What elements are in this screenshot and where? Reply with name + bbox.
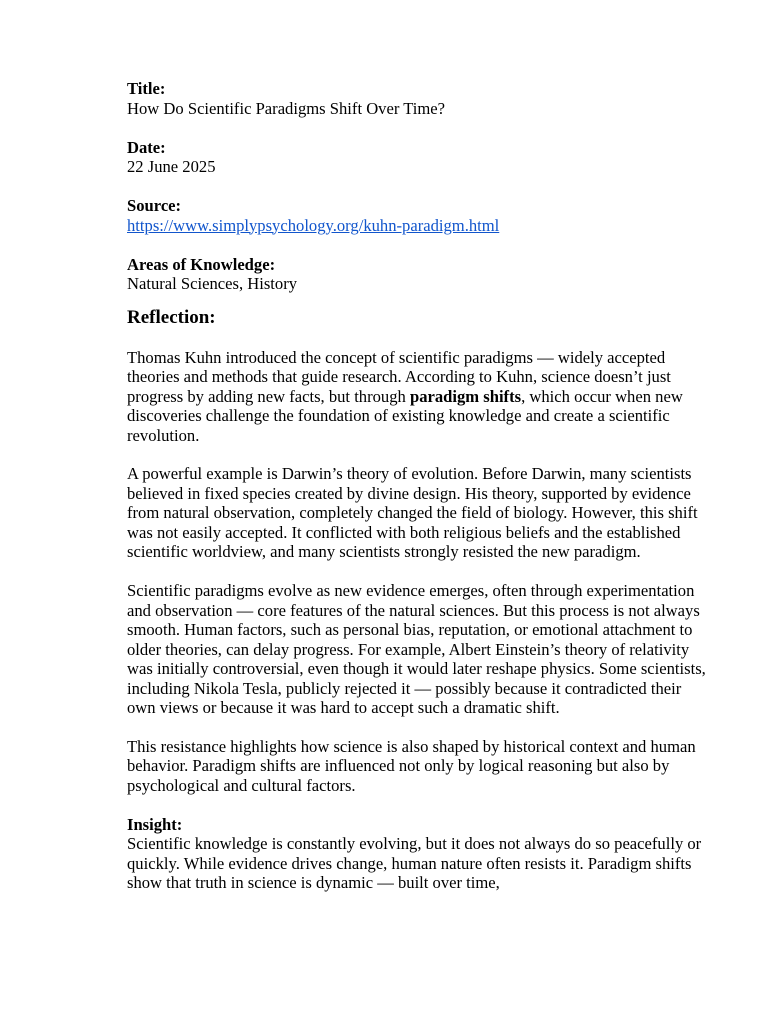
document-page (127, 79, 712, 893)
reflection-paragraph-4: This resistance highlights how science is also shaped by historical context and human behavior. Paradigm shifts are influenced not only by logical reasoning but also by psychological and cultural factors. (127, 736, 696, 795)
insight-label: Insight: (127, 814, 183, 834)
insight-text: Scientific knowledge is constantly evolving, but it does not always do so peacefully or quickly. While evidence drives change, human nature often resists it. Paradigm shifts show that truth in science is dynamic — built over time, (127, 834, 702, 893)
title-value: How Do Scientific Paradigms Shift Over Time? (127, 98, 446, 118)
p1-text-start: Thomas Kuhn introduced the concept of scientific paradigms — widely accepted theories and methods that guide research. According to Kuhn, science doesn’t just progress by adding new facts, but through (127, 347, 671, 406)
areas-label: Areas of Knowledge: (127, 254, 276, 274)
source-label: Source: (127, 196, 182, 215)
areas-value: Natural Sciences, History (127, 274, 298, 293)
reflection-heading: Reflection: (127, 306, 216, 328)
p1-bold-term: paradigm shifts (409, 386, 522, 406)
reflection-paragraph-3: Scientific paradigms evolve as new evidence emerges, often through experimentation and observation — core features of the natural sciences. But this process is not always smooth. Human factors, such as personal bias, reputation, or emotional attachment to older theories, can delay progress. For example, Albert Einstein’s theory of relativity was initially controversial, even though it would later reshape physics. Some scientists, including Nikola Tesla, publicly rejected it — possibly because it contradicted their own views or because it was hard to accept such a dramatic shift. (127, 581, 706, 718)
date-value: 22 June 2025 (127, 157, 216, 176)
areas-field (127, 255, 712, 294)
p1-text-end: , which occur when new discoveries challenge the foundation of existing knowledge and create a scientific revolution. (127, 386, 683, 445)
insight-section (127, 815, 712, 893)
date-field (127, 138, 712, 177)
reflection-paragraph-2: A powerful example is Darwin’s theory of evolution. Before Darwin, many scientists believed in fixed species created by divine design. His theory, supported by evidence from natural observation, completely changed the field of biology. However, this shift was not easily accepted. It conflicted with both religious beliefs and the established scientific worldview, and many scientists strongly resisted the new paradigm. (127, 464, 698, 562)
source-link[interactable]: https://www.simplypsychology.org/kuhn-paradigm.html (127, 215, 500, 235)
source-field (127, 196, 712, 235)
date-label: Date: (127, 137, 166, 157)
title-label: Title: (127, 79, 166, 98)
title-field (127, 79, 712, 118)
reflection-paragraph-1 (127, 348, 712, 446)
